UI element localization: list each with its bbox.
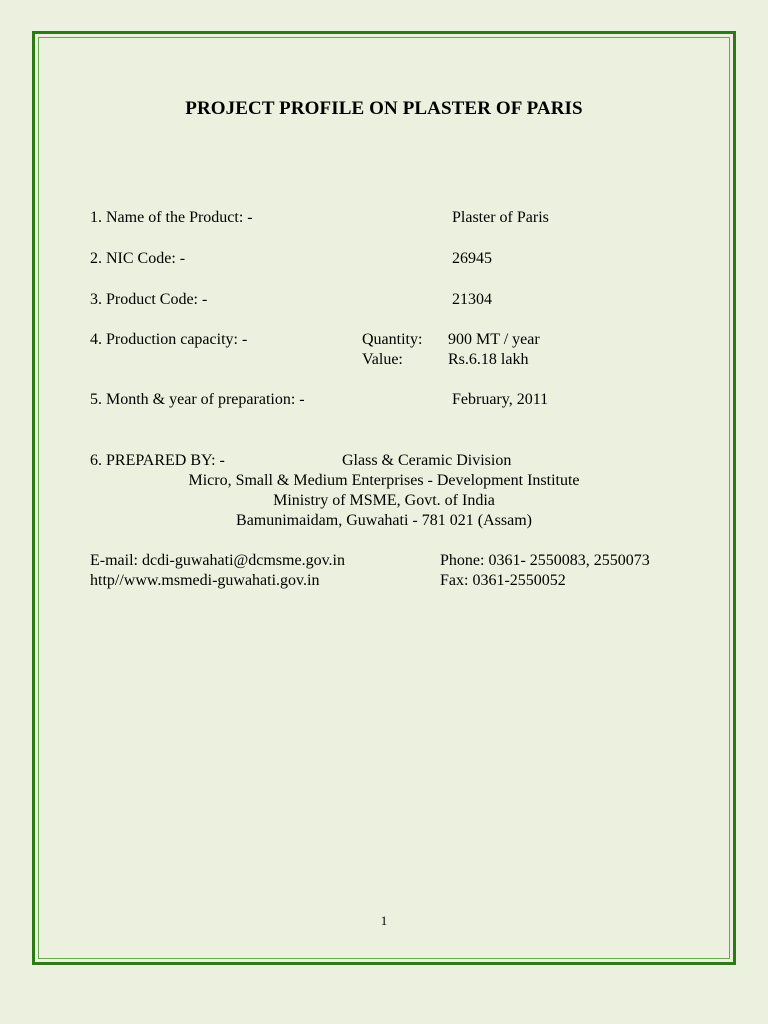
preparation-label: 5. Month & year of preparation: -	[90, 391, 305, 408]
product-code-label: 3. Product Code: -	[90, 291, 208, 308]
preparation-value: February, 2011	[452, 391, 549, 408]
product-name-label: 1. Name of the Product: -	[90, 209, 253, 226]
page-number: 1	[380, 913, 388, 928]
contact-email: E-mail: dcdi-guwahati@dcmsme.gov.in	[90, 552, 345, 569]
value-value: Rs.6.18 lakh	[448, 351, 529, 368]
value-label: Value:	[362, 351, 403, 368]
capacity-label: 4. Production capacity: -	[90, 331, 248, 348]
prepared-by-label: 6. PREPARED BY: -	[90, 452, 225, 469]
contact-website: http//www.msmedi-guwahati.gov.in	[90, 572, 320, 589]
contact-phone: Phone: 0361- 2550083, 2550073	[440, 552, 650, 569]
prepared-by-ministry: Ministry of MSME, Govt. of India	[273, 492, 495, 509]
nic-code-value: 26945	[452, 250, 492, 267]
page-title: PROJECT PROFILE ON PLASTER OF PARIS	[185, 98, 583, 119]
prepared-by-division: Glass & Ceramic Division	[342, 452, 512, 469]
nic-code-label: 2. NIC Code: -	[90, 250, 186, 267]
contact-fax: Fax: 0361-2550052	[440, 572, 566, 589]
product-name-value: Plaster of Paris	[452, 209, 549, 226]
prepared-by-institute: Micro, Small & Medium Enterprises - Development Institute	[188, 472, 580, 489]
product-code-value: 21304	[452, 291, 492, 308]
quantity-value: 900 MT / year	[448, 331, 540, 348]
quantity-label: Quantity:	[362, 331, 423, 348]
prepared-by-address: Bamunimaidam, Guwahati - 781 021 (Assam)	[236, 512, 532, 529]
